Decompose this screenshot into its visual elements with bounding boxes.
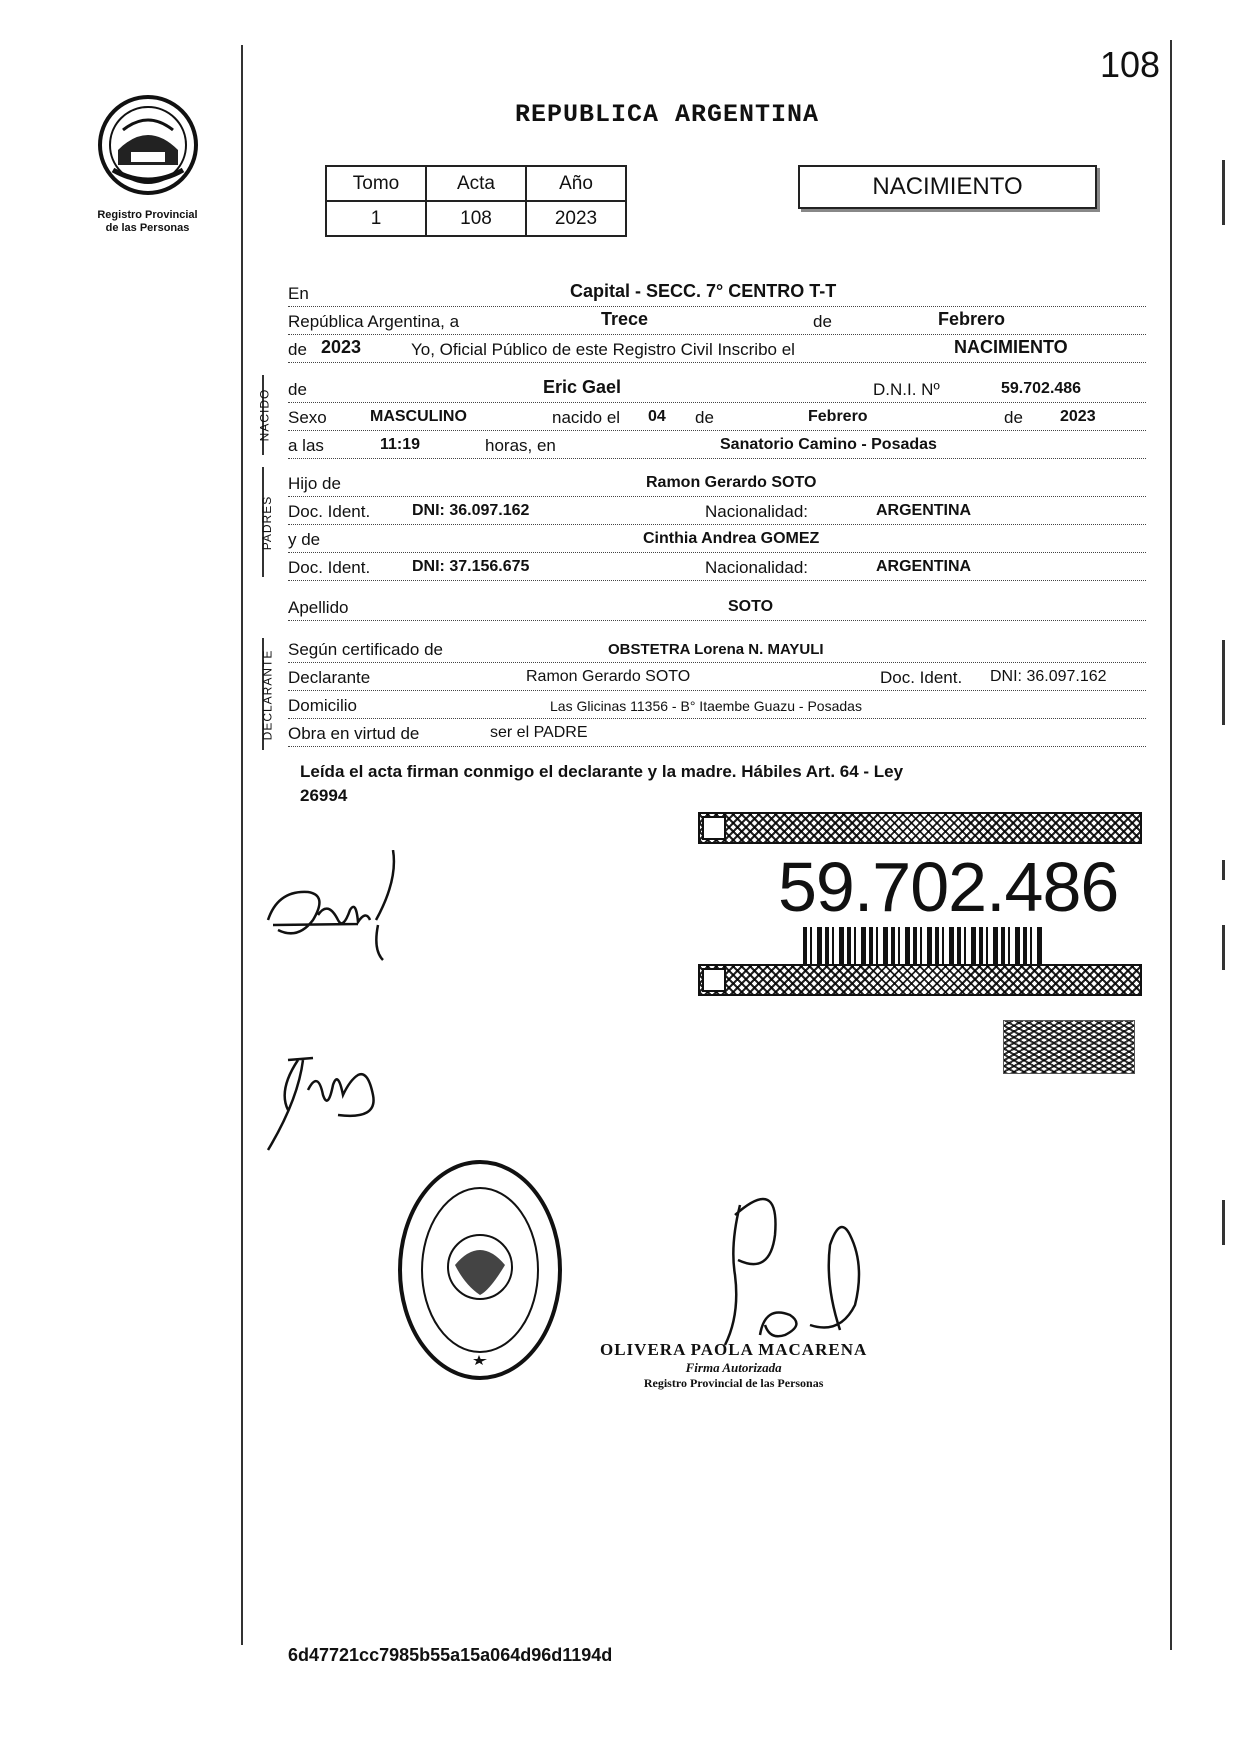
authority-title: Firma Autorizada xyxy=(685,1360,782,1375)
signature-madre-icon xyxy=(258,1040,428,1160)
edge-mark xyxy=(1222,640,1225,725)
value-hora: 11:19 xyxy=(380,436,421,453)
row-domicilio xyxy=(288,690,1146,719)
value-padre-nac: ARGENTINA xyxy=(876,502,972,519)
value-dia-nac: 04 xyxy=(648,408,666,425)
value-dia: Trece xyxy=(601,309,649,329)
label-de-nombre: de xyxy=(288,380,307,399)
registry-table-header xyxy=(326,166,626,201)
value-apellido: SOTO xyxy=(728,598,774,615)
document-hash: 6d47721cc7985b55a15a064d96d1194d xyxy=(288,1645,613,1665)
value-padre: Ramon Gerardo SOTO xyxy=(646,474,817,491)
value-padre-doc: DNI: 36.097.162 xyxy=(412,502,530,519)
value-acta: 108 xyxy=(426,201,526,236)
edge-mark xyxy=(1222,860,1225,880)
document-title: REPUBLICA ARGENTINA xyxy=(515,100,820,129)
value-declarante: Ramon Gerardo SOTO xyxy=(526,668,691,685)
section-label-padres: PADRES xyxy=(260,495,275,551)
value-madre-nac: ARGENTINA xyxy=(876,558,972,575)
left-margin-line xyxy=(241,45,243,1645)
label-republica: República Argentina, a xyxy=(288,312,460,331)
edge-mark xyxy=(1222,160,1225,225)
value-nombre: Eric Gael xyxy=(543,377,622,397)
header-tomo: Tomo xyxy=(326,166,426,201)
label-doc-declarante: Doc. Ident. xyxy=(880,668,963,687)
label-sexo: Sexo xyxy=(288,408,327,427)
security-band-bottom xyxy=(698,964,1142,996)
authority-block xyxy=(600,1340,867,1391)
registry-logo xyxy=(80,90,215,235)
row-anio-inscripcion xyxy=(288,334,1146,363)
registry-table-values xyxy=(326,201,626,236)
misiones-seal-icon xyxy=(93,90,203,200)
row-fecha-inscripcion xyxy=(288,306,1146,335)
row-madre xyxy=(288,524,1146,553)
label-horas-en: horas, en xyxy=(485,436,556,455)
value-anio: 2023 xyxy=(526,201,626,236)
logo-caption: Registro Provincial de las Personas xyxy=(97,209,198,234)
value-madre: Cinthia Andrea GOMEZ xyxy=(643,530,820,547)
hologram-sticker xyxy=(1003,1020,1135,1074)
value-mes-nac: Febrero xyxy=(808,408,868,425)
label-en: En xyxy=(288,284,309,303)
security-band-top xyxy=(698,812,1142,844)
label-de-mes: de xyxy=(695,408,714,427)
page-number: 108 xyxy=(1100,44,1161,85)
value-dni: 59.702.486 xyxy=(1001,380,1082,397)
value-sexo: MASCULINO xyxy=(370,408,467,425)
registry-stamp-icon xyxy=(395,1155,565,1385)
label-hijo-de: Hijo de xyxy=(288,474,341,493)
label-a-las: a las xyxy=(288,436,324,455)
value-certificado: OBSTETRA Lorena N. MAYULI xyxy=(608,641,824,658)
label-nacido-el: nacido el xyxy=(552,408,621,427)
label-obra: Obra en virtud de xyxy=(288,724,420,743)
row-padre xyxy=(288,468,1146,497)
dni-sticker xyxy=(698,812,1138,994)
label-de2: de xyxy=(288,340,307,359)
dni-sticker-number: 59.702.486 xyxy=(778,848,1119,926)
value-inscribo: NACIMIENTO xyxy=(954,337,1068,357)
value-domicilio: Las Glicinas 11356 - B° Itaembe Guazu - Posadas xyxy=(550,698,862,714)
row-hora-lugar xyxy=(288,430,1146,459)
row-madre-doc xyxy=(288,552,1146,581)
label-oficial: Yo, Oficial Público de este Registro Civil Inscribo el xyxy=(411,340,795,359)
label-nac-padre: Nacionalidad: xyxy=(705,502,809,521)
value-obra: ser el PADRE xyxy=(490,724,588,741)
row-obra xyxy=(288,718,1146,747)
label-doc-madre: Doc. Ident. xyxy=(288,558,371,577)
label-doc-padre: Doc. Ident. xyxy=(288,502,371,521)
signature-oficial-icon xyxy=(690,1185,890,1355)
header-acta: Acta xyxy=(426,166,526,201)
label-de: de xyxy=(813,312,832,331)
section-label-nacido: NACIDO xyxy=(257,388,272,442)
value-mes: Febrero xyxy=(938,309,1006,329)
label-apellido: Apellido xyxy=(288,598,349,617)
value-lugar: Sanatorio Camino - Posadas xyxy=(720,436,937,453)
authority-name: OLIVERA PAOLA MACARENA xyxy=(600,1340,868,1359)
value-anio-nac: 2023 xyxy=(1060,408,1096,425)
act-type-box: NACIMIENTO xyxy=(798,165,1097,209)
label-nac-madre: Nacionalidad: xyxy=(705,558,809,577)
label-y-de: y de xyxy=(288,530,321,549)
header-anio: Año xyxy=(526,166,626,201)
edge-mark xyxy=(1222,1200,1225,1245)
signature-declarante-icon xyxy=(258,850,428,970)
right-margin-line xyxy=(1170,40,1172,1650)
edge-mark xyxy=(1222,925,1225,970)
closing-text: Leída el acta firman conmigo el declarante y la madre. Hábiles Art. 64 - Ley 26994 xyxy=(300,762,904,805)
section-label-declarante: DECLARANTE xyxy=(260,649,275,741)
registry-table xyxy=(325,165,627,237)
row-certificado xyxy=(288,634,1146,663)
row-padre-doc xyxy=(288,496,1146,525)
value-anio: 2023 xyxy=(321,337,362,357)
label-dni: D.N.I. Nº xyxy=(873,380,940,399)
label-domicilio: Domicilio xyxy=(288,696,357,715)
value-tomo: 1 xyxy=(326,201,426,236)
row-en xyxy=(288,278,1146,307)
row-sexo xyxy=(288,402,1146,431)
row-declarante xyxy=(288,662,1146,691)
value-madre-doc: DNI: 37.156.675 xyxy=(412,558,530,575)
label-declarante: Declarante xyxy=(288,668,371,687)
row-nombre xyxy=(288,374,1146,403)
value-en: Capital - SECC. 7° CENTRO T-T xyxy=(570,281,837,301)
label-de-anio: de xyxy=(1004,408,1023,427)
value-declarante-doc: DNI: 36.097.162 xyxy=(990,668,1107,685)
row-apellido xyxy=(288,592,1146,621)
authority-registry: Registro Provincial de las Personas xyxy=(643,1376,824,1390)
label-certificado: Según certificado de xyxy=(288,640,443,659)
